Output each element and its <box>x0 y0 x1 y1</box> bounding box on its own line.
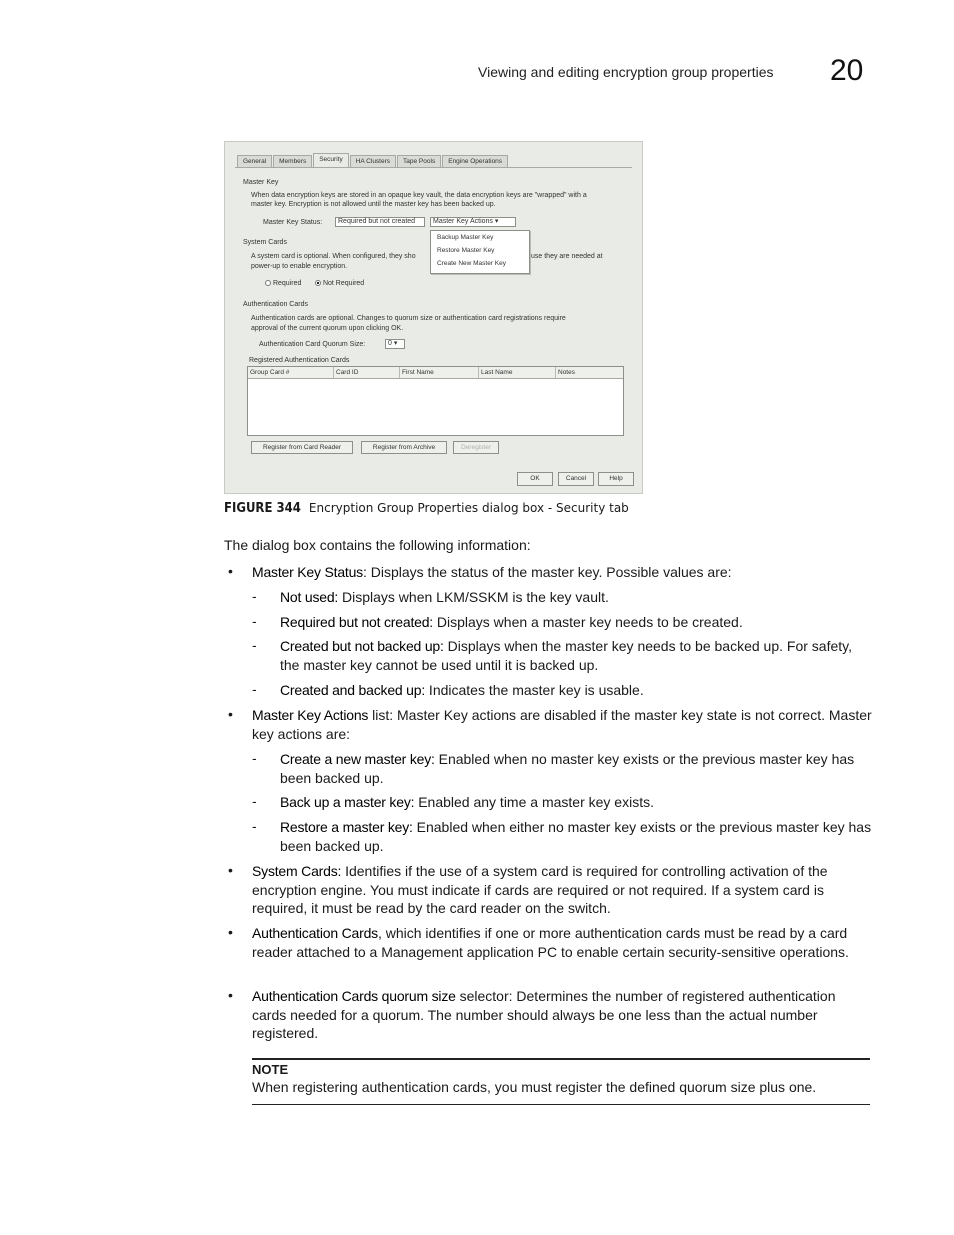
list-item-master-key-actions <box>252 706 872 743</box>
term: Authentication Cards quorum size <box>252 988 456 1004</box>
term: Authentication Cards <box>252 925 378 941</box>
master-key-status-label: Master Key Status: <box>263 219 323 226</box>
quorum-size-value: 0 <box>388 340 392 347</box>
term: Back up a master key: <box>280 794 415 810</box>
registered-cards-label: Registered Authentication Cards <box>249 357 350 364</box>
dash: - <box>252 637 257 653</box>
bullet: • <box>228 862 233 878</box>
auth-cards-description-2: approval of the current quorum upon clicking OK. <box>251 325 404 332</box>
column-card-id[interactable]: Card ID <box>334 367 400 378</box>
radio-required-label: Required <box>272 280 302 287</box>
note-bottom-rule <box>252 1104 870 1105</box>
menu-item-create-new-master-key[interactable]: Create New Master Key <box>437 260 506 267</box>
note-text: When registering authentication cards, you must register the defined quorum size plus one. <box>252 1079 817 1095</box>
sub-item-created-and-backed-up <box>280 681 872 700</box>
master-key-status-field: Required but not created <box>335 217 425 227</box>
definition: : Displays the status of the master key. Possible values are: <box>362 564 732 580</box>
note-heading: NOTE <box>252 1062 289 1077</box>
bullet: • <box>228 706 233 722</box>
menu-item-restore-master-key[interactable]: Restore Master Key <box>437 247 495 254</box>
cancel-button[interactable]: Cancel <box>558 472 594 486</box>
definition: Enabled any time a master key exists. <box>414 794 654 810</box>
term: Restore a master key: <box>280 819 413 835</box>
term: Master Key Status <box>252 564 363 580</box>
master-key-actions-menu <box>430 230 530 274</box>
dash: - <box>252 750 257 766</box>
dash: - <box>252 588 257 604</box>
definition: Indicates the master key is usable. <box>425 682 644 698</box>
auth-cards-group-label: Authentication Cards <box>243 301 308 308</box>
master-key-description: When data encryption keys are stored in an opaque key vault, the data encryption keys are "wrapped" with a <box>251 192 587 199</box>
tab-divider <box>235 167 632 168</box>
term: Create a new master key: <box>280 751 435 767</box>
definition: , which identifies if one or more authentication cards must be read by a card reader attached to a Management application PC to enable certain security-sensitive operations. <box>252 925 849 960</box>
radio-not-required[interactable] <box>315 279 364 288</box>
definition: Enabled when either no master key exists or the previous master key has been backed up. <box>280 819 872 854</box>
sub-item-created-not-backed-up <box>280 637 872 674</box>
term: Created and backed up: <box>280 682 426 698</box>
ok-button[interactable]: OK <box>517 472 553 486</box>
sub-item-back-up-master-key <box>280 793 872 812</box>
dash: - <box>252 793 257 809</box>
definition: Displays when LKM/SSKM is the key vault. <box>338 589 609 605</box>
sub-item-required-not-created <box>280 613 872 632</box>
register-from-archive-button[interactable]: Register from Archive <box>361 441 447 454</box>
definition: Enabled when no master key exists or the previous master key has been backed up. <box>280 751 855 786</box>
sub-item-create-master-key <box>280 750 872 787</box>
note-top-rule <box>252 1058 870 1060</box>
column-group-card[interactable]: Group Card # <box>248 367 334 378</box>
list-item-authentication-cards <box>252 924 872 961</box>
figure-label: FIGURE 344 <box>224 501 301 516</box>
master-key-description-2: master key. Encryption is not allowed until the master key has been backed up. <box>251 201 496 208</box>
chevron-down-icon: ▾ <box>494 218 499 225</box>
register-from-card-reader-button[interactable]: Register from Card Reader <box>251 441 353 454</box>
menu-item-backup-master-key[interactable]: Backup Master Key <box>437 234 494 241</box>
dash: - <box>252 818 257 834</box>
chapter-number: 20 <box>830 54 864 87</box>
figure-caption-text: Encryption Group Properties dialog box - Security tab <box>308 501 629 515</box>
quorum-size-dropdown[interactable] <box>385 339 405 349</box>
column-last-name[interactable]: Last Name <box>479 367 556 378</box>
deregister-button[interactable]: Deregister <box>453 441 499 454</box>
radio-not-required-label: Not Required <box>322 280 365 287</box>
radio-required[interactable] <box>265 279 301 288</box>
definition: Displays when a master key needs to be created. <box>433 614 743 630</box>
term: Not used: <box>280 589 339 605</box>
bullet: • <box>228 563 233 579</box>
radio-required-icon <box>265 280 271 286</box>
list-item-quorum-size <box>252 987 872 1043</box>
bullet: • <box>228 924 233 940</box>
term: System Cards: <box>252 863 342 879</box>
dash: - <box>252 613 257 629</box>
definition: Identifies if the use of a system card is required for controlling activation of the encryption engine. You must indicate if cards are required or not required. If a system card is required, it must be read by the card reader on the switch. <box>252 863 828 916</box>
figure-caption <box>224 500 629 516</box>
list-item-master-key-status <box>252 563 872 582</box>
sub-item-not-used <box>280 588 872 607</box>
tab-tape-pools[interactable]: Tape Pools <box>397 155 441 167</box>
term: Required but not created: <box>280 614 433 630</box>
master-key-group-label: Master Key <box>243 179 279 186</box>
master-key-actions-label: Master Key Actions <box>433 218 493 225</box>
table-header <box>248 367 623 379</box>
tab-engine-operations[interactable]: Engine Operations <box>442 155 508 167</box>
dialog-tabs <box>237 155 509 167</box>
bullet: • <box>228 987 233 1003</box>
auth-cards-description: Authentication cards are optional. Changes to quorum size or authentication card registrations require <box>251 315 566 322</box>
sub-item-restore-master-key <box>280 818 872 855</box>
dash: - <box>252 681 257 697</box>
system-cards-description: A system card is optional. When configured, they sho <box>251 253 416 260</box>
registered-cards-table[interactable] <box>247 366 624 436</box>
radio-not-required-icon <box>315 280 321 286</box>
list-item-system-cards <box>252 862 872 918</box>
system-cards-description-2: power-up to enable encryption. <box>251 263 348 270</box>
definition: Displays when the master key needs to be backed up. For safety, the master key cannot be used until it is backed up. <box>280 638 852 673</box>
column-first-name[interactable]: First Name <box>400 367 479 378</box>
system-cards-group-label: System Cards <box>243 239 287 246</box>
term: Created but not backed up: <box>280 638 444 654</box>
quorum-size-label: Authentication Card Quorum Size: <box>259 341 366 348</box>
tab-security[interactable]: Security <box>313 153 348 167</box>
page-header-title: Viewing and editing encryption group properties <box>478 64 774 80</box>
system-cards-description-cont: use they are needed at <box>531 253 603 260</box>
definition: list: Master Key actions are disabled if the master key state is not correct. Master key actions are: <box>252 707 872 742</box>
tab-general[interactable]: General <box>237 155 272 167</box>
definition: selector: Determines the number of registered authentication cards needed for a quorum. The number should always be one less than the actual number registered. <box>252 988 836 1041</box>
chevron-down-icon: ▾ <box>393 340 398 347</box>
tab-ha-clusters[interactable]: HA Clusters <box>350 155 396 167</box>
column-notes[interactable]: Notes <box>558 369 575 376</box>
figure-dialog-screenshot <box>224 141 643 494</box>
help-button[interactable]: Help <box>598 472 634 486</box>
tab-members[interactable]: Members <box>273 155 312 167</box>
master-key-actions-dropdown[interactable] <box>430 217 516 227</box>
term: Master Key Actions <box>252 707 369 723</box>
intro-paragraph: The dialog box contains the following information: <box>224 537 531 553</box>
